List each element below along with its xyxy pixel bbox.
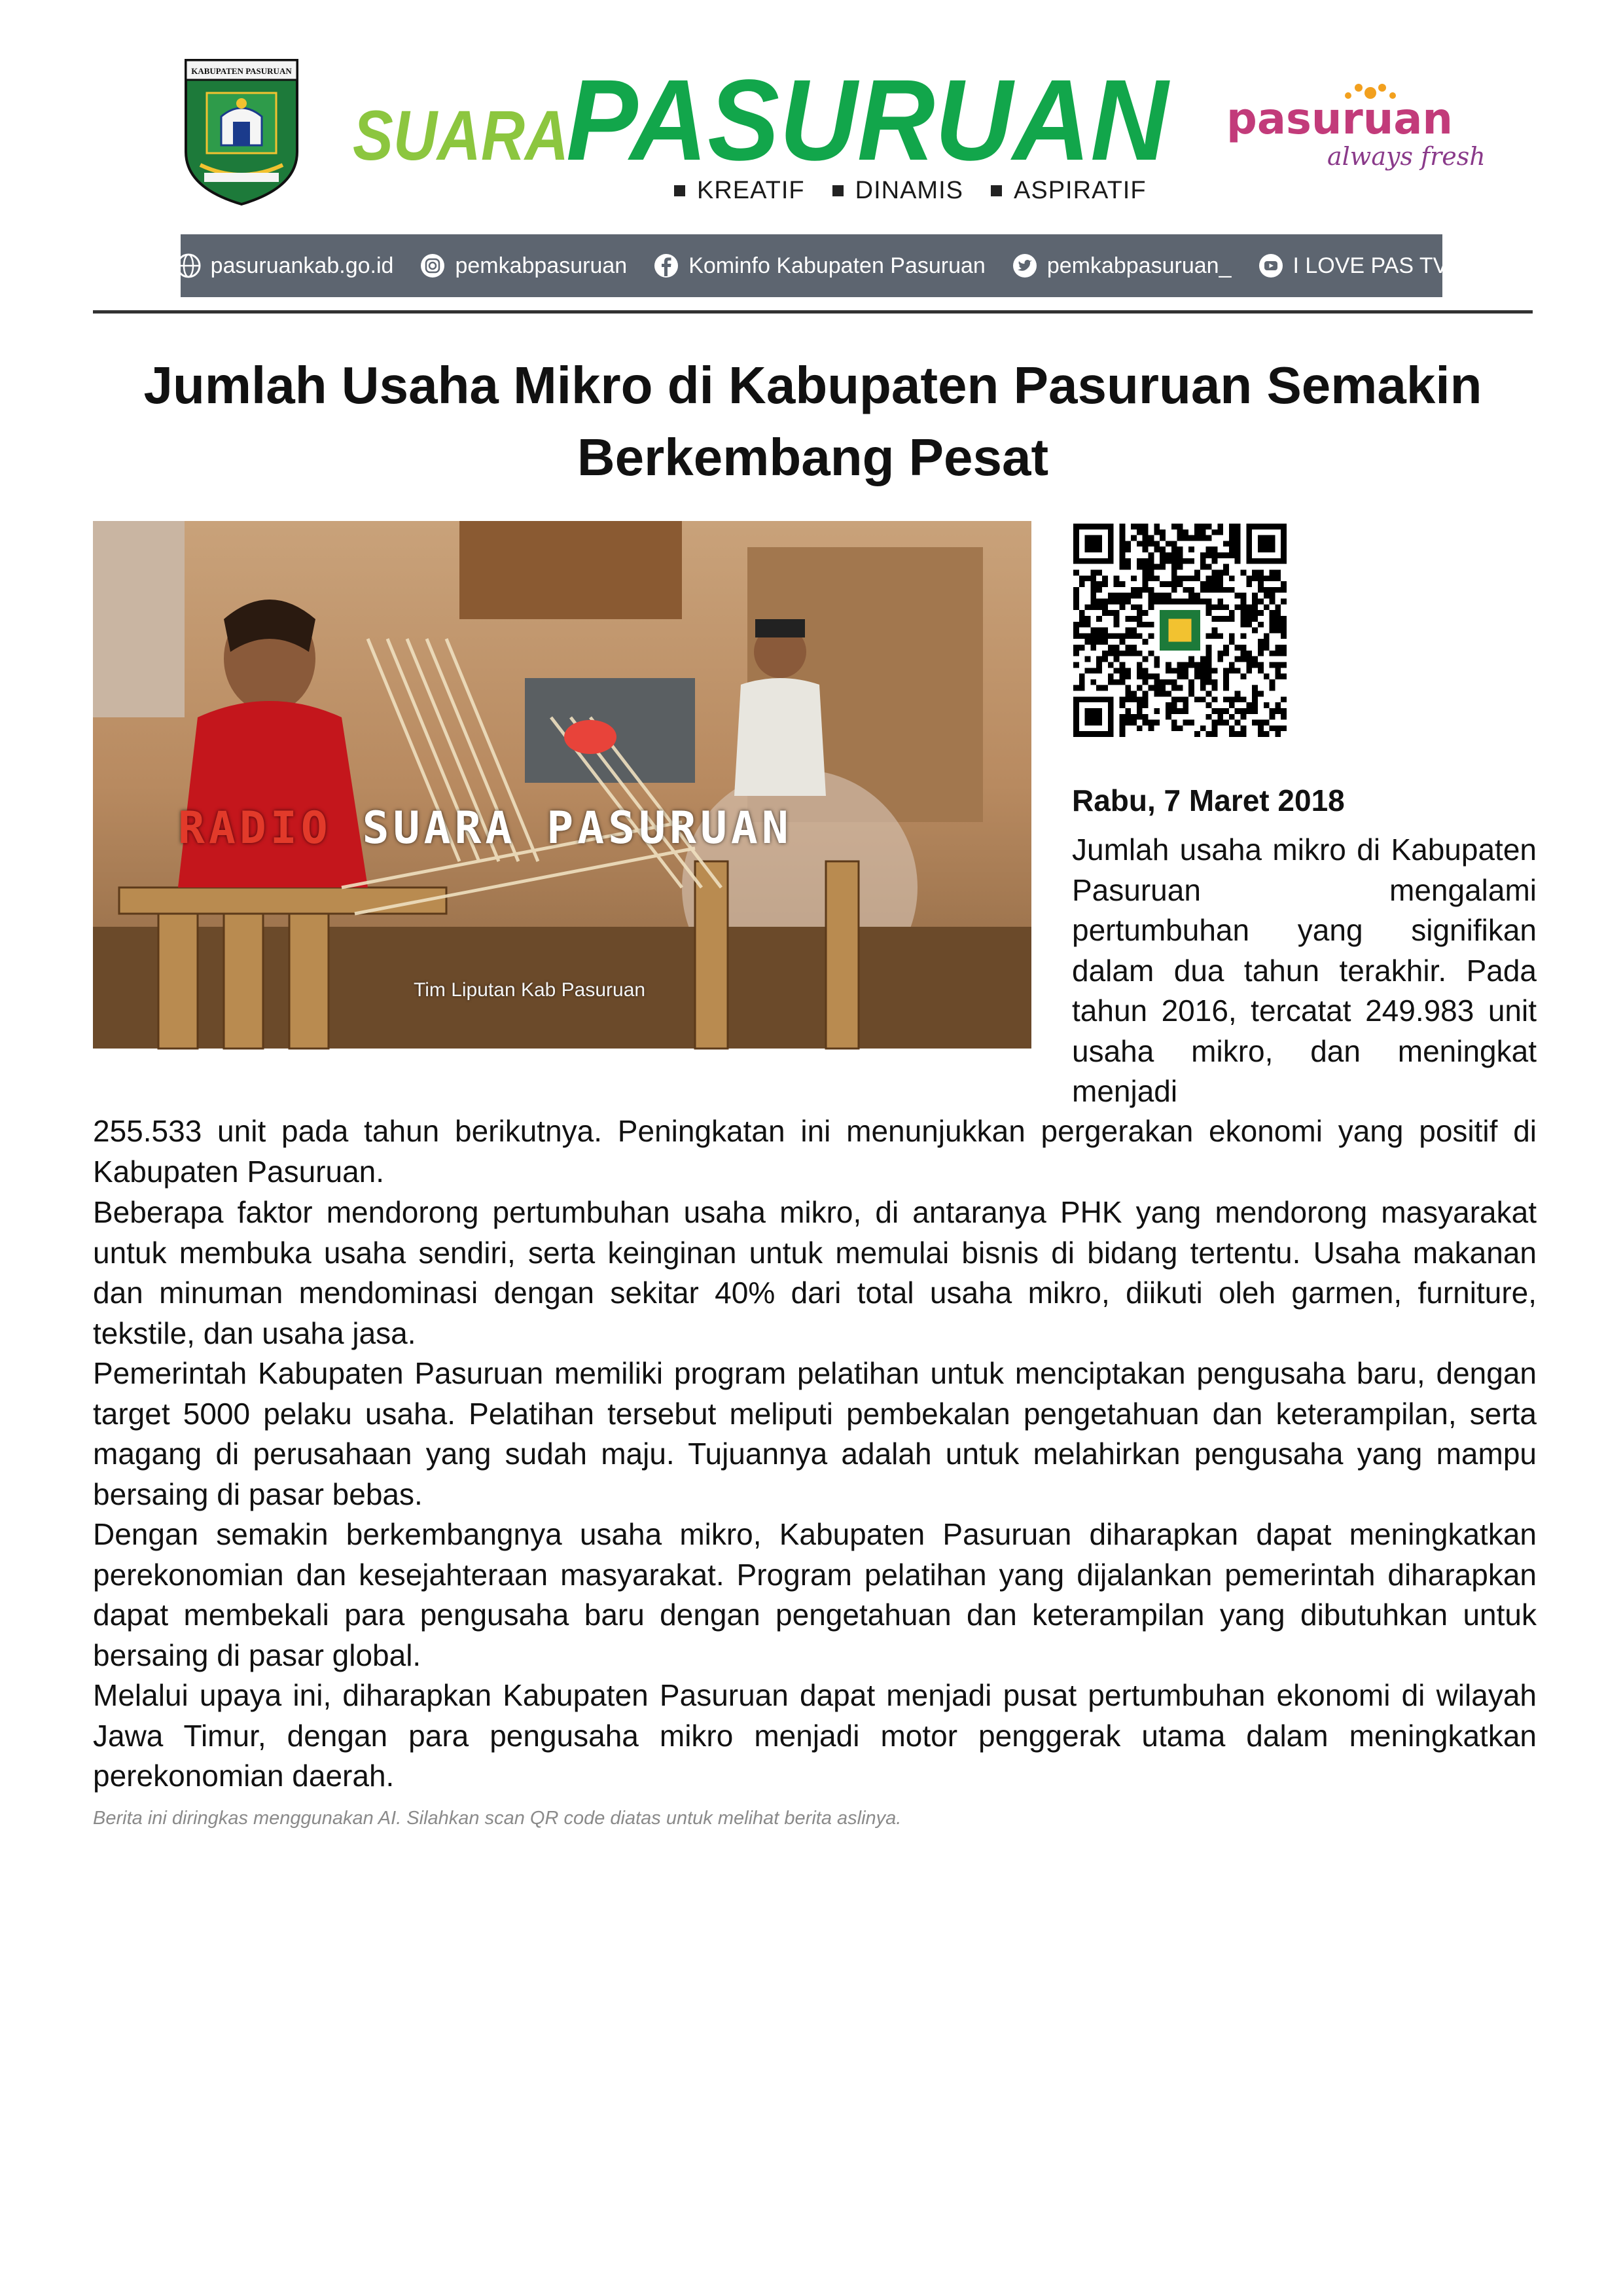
brand-taglines	[674, 174, 1147, 207]
regency-crest-logo	[181, 54, 302, 207]
facebook-icon	[653, 253, 679, 279]
svg-text:always fresh: always fresh	[1327, 142, 1486, 171]
article-date: Rabu, 7 Maret 2018	[1072, 783, 1345, 817]
instagram-icon	[419, 253, 446, 279]
social-instagram[interactable]	[419, 253, 627, 279]
social-media-bar	[181, 234, 1448, 297]
paragraph-1-part-2: 255.533 unit pada tahun berikutnya. Peningkatan ini menunjukkan pergerakan ekonomi yang positif di Kabupaten Pasuruan.	[93, 1114, 1537, 1189]
social-facebook[interactable]	[653, 253, 986, 279]
youtube-icon	[1258, 253, 1284, 279]
header-divider	[93, 310, 1533, 314]
globe-icon	[175, 253, 202, 279]
social-twitter-label: pemkabpasuruan_	[1046, 253, 1232, 278]
paragraph-3: Pemerintah Kabupaten Pasuruan memiliki program pelatihan untuk menciptakan pengusaha baru, dengan target 5000 pelaku usaha. Pelatihan tersebut meliputi pembekalan pengetahuan dan keterampilan, serta magang di perusahaan yang sudah maju. Tujuannya adalah untuk melahirkan pengusaha yang mampu bersaing di pasar bebas.	[93, 1356, 1537, 1511]
svg-text:KABUPATEN PASURUAN: KABUPATEN PASURUAN	[191, 66, 292, 76]
paragraph-1-part-1: Jumlah usaha mikro di Kabupaten Pasuruan mengalami pertumbuhan yang signifikan dalam dua tahun terakhir. Pada tahun 2016, tercatat 249.983 unit usaha mikro, dan meningkat menjadi	[1072, 833, 1537, 1108]
pasuruan-always-fresh-logo	[1222, 79, 1486, 175]
tagline-dinamis: DINAMIS	[832, 174, 963, 207]
social-website-label: pasuruankab.go.id	[210, 253, 394, 278]
paragraph-5: Melalui upaya ini, diharapkan Kabupaten Pasuruan dapat menjadi pusat pertumbuhan ekonomi di wilayah Jawa Timur, dengan para pengusaha mikro menjadi motor penggerak utama dalam meningkatkan perekonomian daerah.	[93, 1678, 1537, 1793]
social-facebook-label: Kominfo Kabupaten Pasuruan	[688, 253, 986, 278]
svg-text:PASURUAN: PASURUAN	[566, 56, 1171, 185]
social-instagram-label: pemkabpasuruan	[455, 253, 628, 278]
article-title: Jumlah Usaha Mikro di Kabupaten Pasuruan Semakin Berkembang Pesat	[143, 356, 1482, 486]
qr-code[interactable]	[1073, 524, 1287, 737]
social-website[interactable]	[175, 253, 394, 279]
svg-text:pasuruan: pasuruan	[1226, 94, 1453, 144]
svg-text:SUARA: SUARA	[353, 96, 569, 175]
paragraph-2: Beberapa faktor mendorong pertumbuhan usaha mikro, di antaranya PHK yang mendorong masyarakat untuk membuka usaha sendiri, serta keinginan untuk memulai bisnis di bidang tertentu. Usaha makanan dan minuman mendominasi dengan sekitar 40% dari total usaha mikro, diikuti oleh garmen, furniture, tekstile, dan usaha jasa.	[93, 1195, 1537, 1350]
article-photo	[93, 521, 1031, 1049]
photo-watermark: RADIO SUARA PASURUAN	[178, 802, 793, 854]
social-youtube[interactable]	[1258, 253, 1448, 279]
suara-pasuruan-brand-logo	[350, 55, 1175, 185]
ai-summary-disclaimer: Berita ini diringkas menggunakan AI. Silahkan scan QR code diatas untuk melihat berita aslinya.	[93, 1808, 902, 1829]
weaving-workshop-photo	[93, 521, 1031, 1049]
tagline-aspiratif: ASPIRATIF	[991, 174, 1147, 207]
social-youtube-label: I LOVE PAS TV	[1293, 253, 1448, 278]
photo-credit: Tim Liputan Kab Pasuruan	[414, 979, 646, 1001]
twitter-icon	[1012, 253, 1038, 279]
paragraph-4: Dengan semakin berkembangnya usaha mikro, Kabupaten Pasuruan diharapkan dapat meningkatkan perekonomian dan kesejahteraan masyarakat. Program pelatihan yang dijalankan pemerintah diharapkan dapat membekali para pengusaha baru dengan pengetahuan dan keterampilan yang dibutuhkan untuk bersaing di pasar global.	[93, 1517, 1537, 1672]
social-twitter[interactable]	[1012, 253, 1232, 279]
tagline-kreatif: KREATIF	[674, 174, 805, 207]
